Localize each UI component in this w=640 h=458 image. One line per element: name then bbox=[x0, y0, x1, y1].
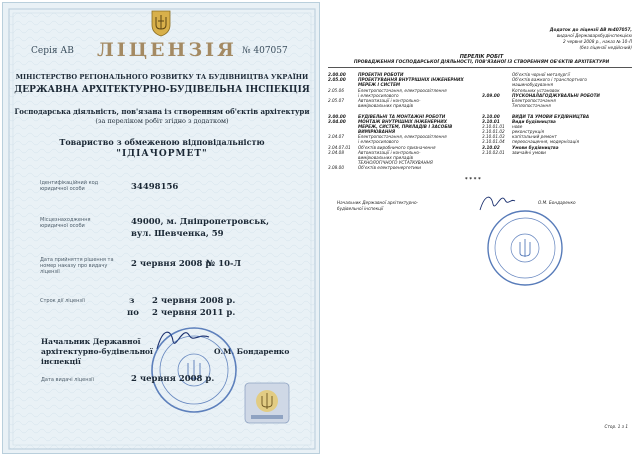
work-text: вимірювальних приладів bbox=[358, 103, 414, 109]
work-code: 3.10.02 bbox=[482, 144, 500, 150]
decision-number: № 10-Л bbox=[206, 259, 242, 269]
work-text: і електросилового bbox=[358, 139, 399, 145]
work-text: Умови будівництва bbox=[512, 144, 559, 150]
work-code: 3.10.01.03 bbox=[482, 134, 505, 140]
work-text: Котельних установок bbox=[512, 87, 560, 93]
work-text: ПРОЕКТНІ РОБОТИ bbox=[358, 72, 404, 77]
decision-label: Дата прийняття рішення та номер наказу про видачу ліцензії bbox=[40, 257, 114, 275]
location-line2: вул. Шевченка, 59 bbox=[131, 229, 224, 239]
work-text: Види будівництва bbox=[512, 118, 556, 124]
list-end-stars: * * * * bbox=[465, 177, 481, 183]
activity-type: Господарська діяльність, пов'язана із створенням об'єктів архітектури bbox=[14, 107, 310, 116]
ministry-name: МІНІСТЕРСТВО РЕГІОНАЛЬНОГО РОЗВИТКУ ТА БУДІВНИЦТВА УКРАЇНИ bbox=[15, 73, 309, 81]
inspection-name: ДЕРЖАВНА АРХІТЕКТУРНО-БУДІВЕЛЬНА ІНСПЕКЦІЯ bbox=[14, 85, 310, 95]
right-works-column bbox=[482, 72, 637, 155]
license-number: № 407057 bbox=[242, 46, 288, 56]
validity-from-date: 2 червня 2008 р. bbox=[152, 296, 236, 306]
annex-line4: (без ліцензії недійсний) bbox=[579, 45, 632, 50]
validity-label: Строк дії ліцензії bbox=[40, 298, 85, 304]
work-code: 3.10.01.02 bbox=[482, 129, 505, 135]
work-text: нове bbox=[512, 123, 523, 129]
license-certificate bbox=[2, 2, 320, 454]
work-text: переоснащення, модернізація bbox=[512, 139, 579, 145]
issue-date-value: 2 червня 2008 р. bbox=[131, 374, 215, 384]
work-code: 3.08.00 bbox=[328, 165, 344, 171]
list-subtitle: ПРОВАДЖЕННЯ ГОСПОДАРСЬКОЇ ДІЯЛЬНОСТІ, ПОВ'ЯЗАНОЇ ІЗ СТВОРЕННЯМ ОБ'ЄКТІВ АРХІТЕКТУРИ bbox=[353, 60, 610, 65]
work-code: 3.09.00 bbox=[482, 92, 500, 98]
annex-line1: Додаток до ліцензії АВ №407057, bbox=[549, 27, 632, 32]
work-text: БУДІВЕЛЬНІ ТА МОНТАЖНІ РОБОТИ bbox=[358, 113, 446, 119]
work-text: ВИДИ ТА УМОВИ БУДІВНИЦТВА bbox=[512, 113, 590, 119]
location-label: Місцезнаходження юридичної особи bbox=[40, 217, 91, 229]
work-text: Електропостачання bbox=[512, 97, 556, 103]
work-code: 2.00.00 bbox=[328, 72, 346, 77]
work-code: 3.10.00 bbox=[482, 113, 500, 119]
work-text: ПРОЕКТУВАННЯ ВНУТРІШНІХ ІНЖЕНЕРНИХ bbox=[358, 77, 464, 83]
work-text: звичайні умови bbox=[512, 149, 546, 155]
work-code: 3.00.00 bbox=[328, 113, 346, 119]
license-series: Серія АВ bbox=[31, 46, 74, 56]
issue-date-label: Дата видачі ліцензії bbox=[41, 377, 94, 383]
work-text: МОНТАЖ ВНУТРІШНІХ ІНЖЕНЕРНИХ bbox=[358, 118, 447, 124]
work-text: Об'єктів електроенергетики bbox=[358, 165, 422, 171]
hologram-icon bbox=[243, 381, 291, 425]
head-title-line1: Начальник Державної bbox=[41, 337, 141, 346]
work-text: машинобудування bbox=[512, 82, 554, 88]
work-text: Електропостачання, електроосвітлення bbox=[358, 87, 447, 93]
head-name: О.М. Бондаренко bbox=[538, 200, 576, 205]
work-code: 3.10.02.01 bbox=[482, 149, 505, 155]
head-line2: будівельної інспекції bbox=[337, 206, 384, 211]
work-text: вимірювальних приладів bbox=[358, 155, 414, 160]
works-list-page bbox=[325, 2, 638, 456]
work-code: 2.05.06 bbox=[328, 87, 344, 93]
company-name: "ІДІАЧОРМЕТ" bbox=[116, 149, 208, 159]
head-line1: Начальник Державної архітектурно- bbox=[337, 200, 419, 205]
divider bbox=[328, 67, 632, 68]
official-stamp-icon bbox=[149, 325, 239, 415]
company-type: Товариство з обмеженою відповідальністю bbox=[59, 137, 265, 147]
work-text: МЕРЕЖ І СИСТЕМ bbox=[358, 82, 401, 88]
location-line1: 49000, м. Дніпропетровськ, bbox=[131, 217, 270, 227]
works-row bbox=[482, 150, 637, 155]
decision-date: 2 червня 2008 р. bbox=[131, 259, 215, 269]
work-code: 2.05.00 bbox=[328, 77, 346, 83]
work-text: Об'єктів важкого і транспортного bbox=[512, 77, 587, 83]
id-code-label: Ідентифікаційний код юридичної особи bbox=[40, 180, 99, 192]
work-code: 3.10.01.01 bbox=[482, 123, 505, 129]
validity-to-label: по bbox=[127, 308, 139, 318]
work-text: Електропостачання, електроосвітлення bbox=[358, 134, 447, 140]
work-text: МЕРЕЖ, СИСТЕМ, ПРИЛАДІВ І ЗАСОБІВ bbox=[358, 123, 453, 129]
work-text: і електросилового bbox=[358, 92, 399, 98]
annex-line3: 2 червня 2008 р., наказ № 10-Л bbox=[562, 39, 632, 44]
work-text: Автоматизації і контрольно- bbox=[358, 149, 421, 155]
head-name: О.М. Бондаренко bbox=[214, 347, 290, 356]
works-row bbox=[328, 165, 480, 170]
work-text: ПУСКОНАЛАГОДЖУВАЛЬНІ РОБОТИ bbox=[512, 92, 600, 98]
work-code: 3.04.07.01 bbox=[328, 144, 351, 150]
work-text: Теплопостачання bbox=[512, 103, 551, 109]
validity-to-date: 2 червня 2011 р. bbox=[152, 308, 236, 318]
work-text: ТЕХНОЛОГІЧНОГО УСТАТКУВАННЯ bbox=[358, 160, 433, 166]
page-counter: Стор. 1 з 1 bbox=[604, 424, 628, 429]
annex-line2: виданої Державархбудінспекцією bbox=[556, 33, 632, 38]
work-text: Об'єктів чорної металургії bbox=[512, 72, 570, 77]
work-text: Об'єктів виробничого призначення bbox=[358, 144, 436, 150]
work-text: капітальний ремонт bbox=[512, 134, 557, 140]
list-title: ПЕРЕЛІК РОБІТ bbox=[459, 54, 504, 60]
work-code: 3.10.01 bbox=[482, 118, 500, 124]
license-title: ЛІЦЕНЗІЯ bbox=[97, 39, 237, 61]
work-code: 3.04.07 bbox=[328, 134, 344, 140]
official-stamp-icon bbox=[485, 208, 565, 288]
work-code: 2.05.07 bbox=[328, 97, 344, 103]
work-text: Автоматизації і контрольно- bbox=[358, 97, 421, 103]
work-text: ВИМІРЮВАННЯ bbox=[358, 129, 396, 135]
coat-of-arms-icon bbox=[150, 9, 172, 37]
validity-from-label: з bbox=[129, 296, 135, 306]
head-title-line2: архітектурно-будівельної bbox=[41, 347, 153, 356]
work-code: 3.10.01.04 bbox=[482, 139, 505, 145]
work-code: 3.04.08 bbox=[328, 149, 344, 155]
head-title-line3: інспекції bbox=[41, 357, 81, 366]
activity-note: (за переліком робіт згідно з додатком) bbox=[95, 117, 229, 125]
left-works-column bbox=[328, 72, 480, 171]
id-code-value: 34498156 bbox=[131, 182, 179, 192]
work-text: реконструкція bbox=[512, 129, 545, 135]
work-code: 3.04.00 bbox=[328, 118, 346, 124]
